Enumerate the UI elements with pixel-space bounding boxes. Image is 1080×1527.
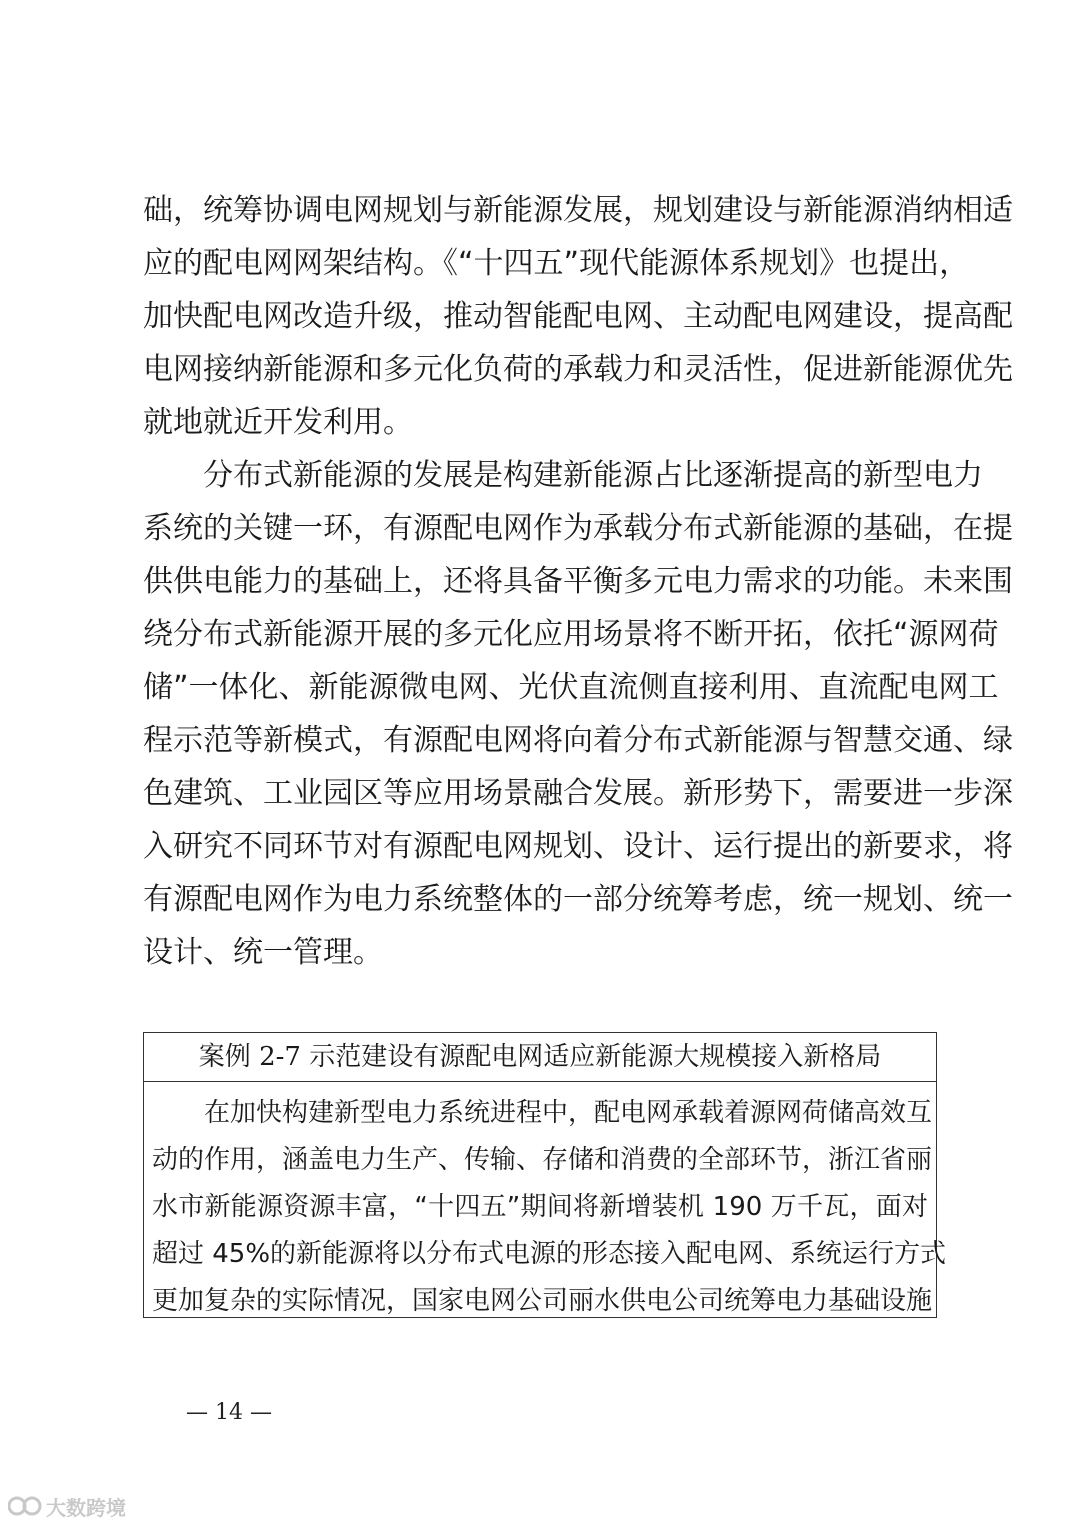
body-line: 供供电能力的基础上，还将具备平衡多元电力需求的功能。未来围 [143, 564, 1013, 599]
case-line: 水市新能源资源丰富，“十四五”期间将新增装机 190 万千瓦，面对 [152, 1192, 928, 1222]
body-line: 色建筑、工业园区等应用场景融合发展。新形势下，需要进一步深 [143, 776, 1013, 811]
body-line: 绕分布式新能源开展的多元化应用场景将不断开拓，依托“源网荷 [143, 617, 999, 652]
body-line: 加快配电网改造升级，推动智能配电网、主动配电网建设，提高配 [143, 299, 1013, 334]
case-line: 在加快构建新型电力系统进程中，配电网承载着源网荷储高效互 [204, 1098, 933, 1128]
body-line: 程示范等新模式，有源配电网将向着分布式新能源与智慧交通、绿 [143, 723, 1013, 758]
body-text [143, 184, 1013, 979]
case-title-text: 示范建设有源配电网适应新能源大规模接入新格局 [309, 1042, 882, 1072]
case-title-number: 2-7 [259, 1042, 301, 1072]
case-study-title [144, 1033, 936, 1082]
watermark-text: 大数跨境 [46, 1495, 126, 1520]
body-line: 有源配电网作为电力系统整体的一部分统筹考虑，统一规划、统一 [143, 882, 1013, 917]
body-line: 分布式新能源的发展是构建新能源占比逐渐提高的新型电力 [203, 458, 983, 493]
body-line: 系统的关键一环，有源配电网作为承载分布式新能源的基础，在提 [143, 511, 1013, 546]
body-line: 设计、统一管理。 [143, 935, 383, 970]
page-number: — 14 — [186, 1400, 272, 1425]
case-line: 动的作用，涵盖电力生产、传输、存储和消费的全部环节，浙江省丽 [152, 1145, 933, 1175]
case-study-body [144, 1082, 947, 1325]
body-line: 应的配电网网架结构。《“十四五”现代能源体系规划》也提出， [143, 246, 970, 281]
watermark [8, 1491, 126, 1521]
case-line: 超过 45%的新能源将以分布式电源的形态接入配电网、系统运行方式 [152, 1239, 947, 1269]
body-line: 入研究不同环节对有源配电网规划、设计、运行提出的新要求，将 [143, 829, 1013, 864]
body-line: 电网接纳新能源和多元化负荷的承载力和灵活性，促进新能源优先 [143, 352, 1013, 387]
case-line: 更加复杂的实际情况，国家电网公司丽水供电公司统筹电力基础设施 [152, 1286, 933, 1316]
body-line: 储”一体化、新能源微电网、光伏直流侧直接利用、直流配电网工 [143, 670, 999, 705]
case-study-box [143, 1032, 947, 1318]
brand-logo-icon [8, 1495, 42, 1517]
body-line: 就地就近开发利用。 [143, 405, 413, 440]
case-title-prefix: 案例 [198, 1042, 251, 1072]
body-line: 础，统筹协调电网规划与新能源发展，规划建设与新能源消纳相适 [143, 193, 1013, 228]
